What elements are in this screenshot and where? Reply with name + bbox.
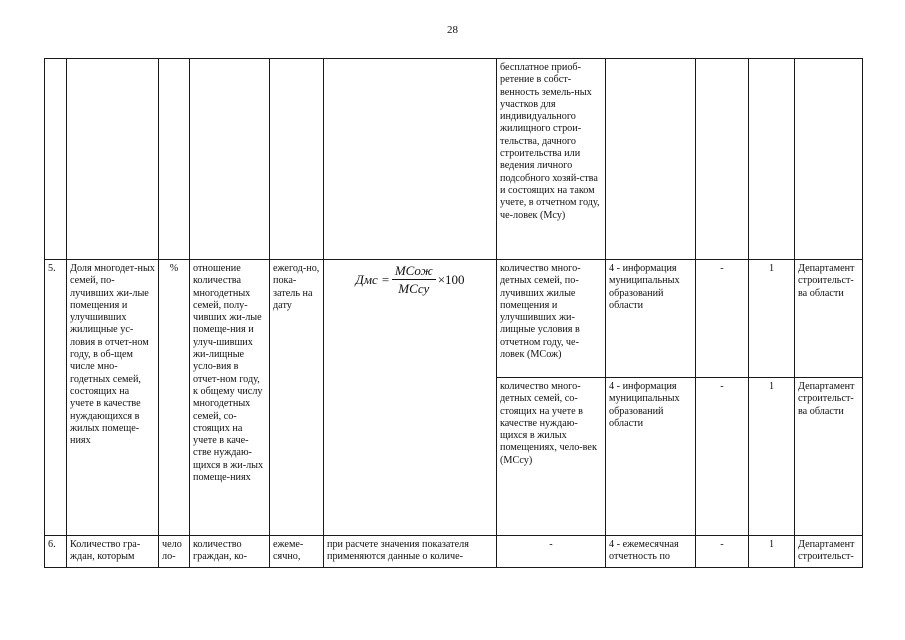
component-description-cell: -: [497, 536, 606, 568]
formula-fraction: [392, 263, 436, 296]
frequency-cell: [270, 59, 324, 260]
frequency-cell: ежеме-сячно,: [270, 536, 324, 568]
indicators-table: [44, 58, 863, 568]
col9-cell: [749, 59, 795, 260]
table-row: [45, 260, 863, 378]
definition-cell: количество граждан, ко-: [190, 536, 270, 568]
formula: [355, 263, 464, 296]
indicator-name-cell: [67, 59, 159, 260]
formula-multiplier: ×100: [437, 272, 465, 287]
component-description-cell: количество много-детных семей, со-стоящих на учете в качестве нуждаю-щихся в жилых помещениях, чело-век (МСсу): [497, 378, 606, 536]
table-row: [45, 59, 863, 260]
row-number-cell: 6.: [45, 536, 67, 568]
col9-cell: 1: [749, 260, 795, 378]
indicator-name-cell: Количество гра-ждан, которым: [67, 536, 159, 568]
formula-cell: [324, 260, 497, 536]
formula-denominator: МСсу: [398, 281, 430, 296]
col8-cell: -: [696, 536, 749, 568]
definition-cell: [190, 59, 270, 260]
col8-cell: [696, 59, 749, 260]
data-source-cell: 4 - ежемесячная отчетность по: [606, 536, 696, 568]
formula-cell: [324, 59, 497, 260]
page-number: 28: [447, 24, 458, 36]
row-number-cell: 5.: [45, 260, 67, 536]
responsible-cell: Департамент строительст-ва области: [795, 378, 863, 536]
data-source-cell: 4 - информация муниципальных образований области: [606, 260, 696, 378]
unit-cell: %: [159, 260, 190, 536]
col8-cell: -: [696, 378, 749, 536]
data-source-cell: 4 - информация муниципальных образований области: [606, 378, 696, 536]
responsible-cell: Департамент строительст-: [795, 536, 863, 568]
col9-cell: 1: [749, 378, 795, 536]
col8-cell: -: [696, 260, 749, 378]
component-description-cell: количество много-детных семей, по-лучивших жилые помещения и улучшивших жи-лищные условия в отчетном году, че-ловек (МСож): [497, 260, 606, 378]
row-number-cell: [45, 59, 67, 260]
frequency-cell: ежегод-но, пока-затель на дату: [270, 260, 324, 536]
col9-cell: 1: [749, 536, 795, 568]
unit-cell: [159, 59, 190, 260]
formula-numerator: МСож: [392, 263, 436, 280]
table-row: [45, 536, 863, 568]
data-source-cell: [606, 59, 696, 260]
responsible-cell: [795, 59, 863, 260]
formula-lhs: Дмс =: [355, 272, 390, 287]
unit-cell: чело ло-: [159, 536, 190, 568]
responsible-cell: Департамент строительст-ва области: [795, 260, 863, 378]
definition-cell: отношение количества многодетных семей, полу-чивших жи-лые помеще-ния и улуч-шивших жи-лищные усло-вия в отчет-ном году, к общему числу многодетных семей, со-стоящих на учете в каче-стве нуждаю-щихся в жи-лых помеще-ниях: [190, 260, 270, 536]
indicator-name-cell: Доля многодет-ных семей, по-лучивших жи-лые помещения и улучшивших жилищные ус-ловия в отчет-ном году, в об-щем числе мно-годетных семей, состоящих на учете в качестве нуждающихся в жилых помеще-ниях: [67, 260, 159, 536]
component-description-cell: бесплатное приоб-ретение в собст-венность земель-ных участков для индивидуального жилищного строи-тельства, дачного строительства или ведения личного подсобного хозяй-ства и состоящих на таком учете, в отчетном году, че-ловек (Мсу): [497, 59, 606, 260]
formula-cell: при расчете значения показателя применяются данные о количе-: [324, 536, 497, 568]
